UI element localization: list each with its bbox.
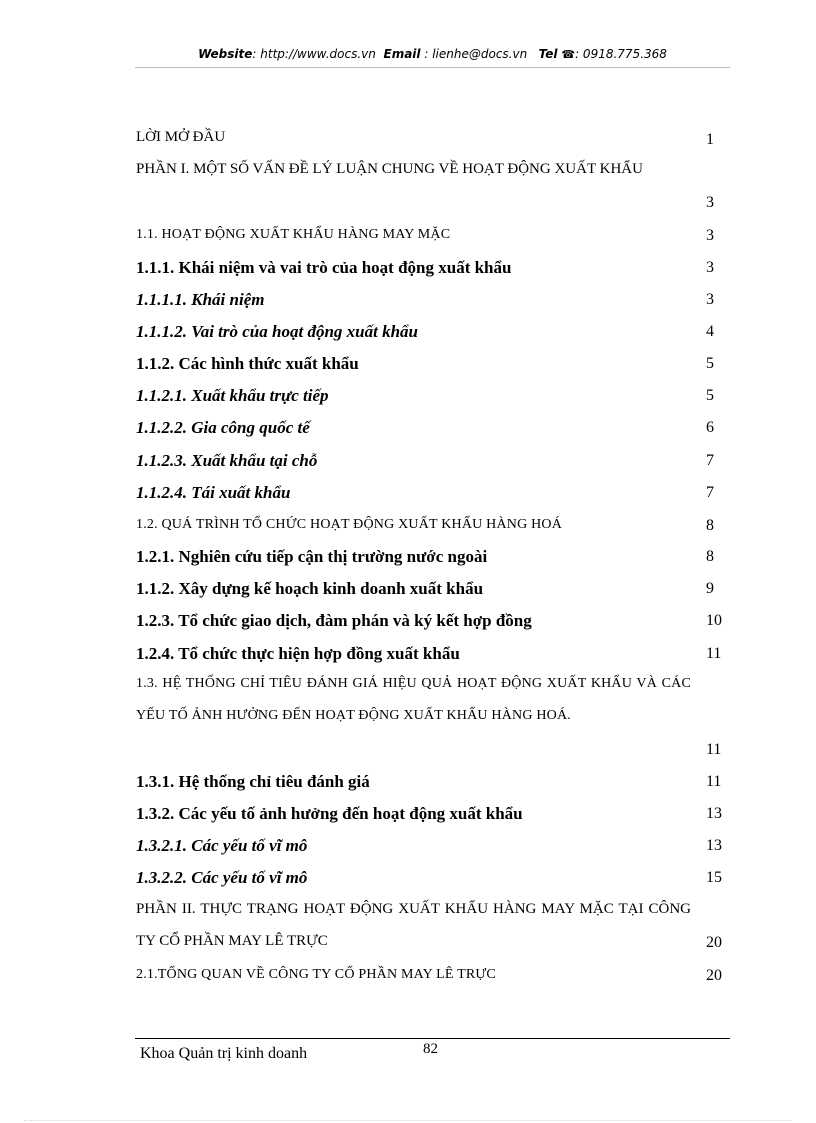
website-value: : http://www.docs.vn — [252, 47, 376, 61]
toc-page-1-3-1: 11 — [706, 773, 722, 790]
toc-entry-1-1-2-1: 1.1.2.1. Xuất khẩu trực tiếp — [136, 386, 329, 405]
toc-entry-1-3-2-1: 1.3.2.1. Các yếu tố vĩ mô — [136, 836, 308, 855]
toc-entry-1-1-2-4: 1.1.2.4. Tái xuất khẩu — [136, 483, 291, 502]
toc-entry-1-1-1-2: 1.1.1.2. Vai trò của hoạt động xuất khẩu — [136, 322, 418, 341]
toc-page-1-1-2-3: 7 — [706, 452, 714, 469]
toc-page-1-1-1-2: 4 — [706, 323, 714, 340]
toc-entry-1-1-1: 1.1.1. Khái niệm và vai trò của hoạt động xuất khẩu — [136, 258, 512, 277]
toc-page-1-2-2: 9 — [706, 580, 714, 597]
toc-page-1-1-1-1: 3 — [706, 291, 714, 308]
toc-entry-1-1-2-3: 1.1.2.3. Xuất khẩu tại chỗ — [136, 451, 318, 470]
toc-page-1-3-2: 13 — [706, 805, 722, 822]
toc-entry-1-1: 1.1. HOẠT ĐỘNG XUẤT KHẨU HÀNG MAY MẶC — [136, 227, 451, 242]
toc-entry-1-1-2: 1.1.2. Các hình thức xuất khẩu — [136, 354, 359, 373]
toc-entry-1-2-2: 1.1.2. Xây dựng kế hoạch kinh doanh xuất khẩu — [136, 579, 484, 598]
toc-entry-1-1-2-2: 1.1.2.2. Gia công quốc tế — [136, 418, 310, 437]
toc-entry-part2: PHẦN II. THỰC TRẠNG HOẠT ĐỘNG XUẤT KHẨU HÀNG MAY MẶC TẠI CÔNG TY CỔ PHẦN MAY LÊ TRỰC — [136, 901, 691, 949]
tel-label: Tel — [538, 47, 558, 61]
footer-department: Khoa Quản trị kinh doanh — [140, 1045, 308, 1062]
email-label: Email — [383, 47, 421, 61]
phone-icon: ☎ — [561, 48, 576, 61]
toc-entry-part1: PHẦN I. MỘT SỐ VẤN ĐỀ LÝ LUẬN CHUNG VỀ HOẠT ĐỘNG XUẤT KHẨU — [136, 161, 643, 177]
toc-page-1-2-1: 8 — [706, 548, 714, 565]
toc-page-1-1-2-1: 5 — [706, 387, 714, 404]
toc-page-intro: 1 — [706, 131, 714, 148]
page-header — [135, 47, 730, 61]
header-rule — [135, 67, 730, 68]
toc-entry-1-2-3: 1.2.3. Tổ chức giao dịch, đàm phán và ký kết hợp đồng — [136, 611, 532, 630]
toc-page-1-2-4: 11 — [706, 645, 722, 662]
toc-entry-1-1-1-1: 1.1.1.1. Khái niệm — [136, 290, 265, 309]
toc-page-1-1-2: 5 — [706, 355, 714, 372]
toc-page-1-3-2-2: 15 — [706, 869, 722, 886]
toc-page-part2: 20 — [706, 934, 722, 951]
toc-page-1-2: 8 — [706, 517, 714, 534]
tel-value: : 0918.775.368 — [575, 47, 667, 61]
toc-page-1-1-1: 3 — [706, 259, 714, 276]
toc-entry-1-3-2: 1.3.2. Các yếu tố ảnh hưởng đến hoạt động xuất khẩu — [136, 804, 523, 823]
toc-page-2-1: 20 — [706, 967, 722, 984]
toc-page-part1: 3 — [706, 194, 714, 211]
toc-entry-2-1: 2.1.TỔNG QUAN VỀ CÔNG TY CỔ PHẦN MAY LÊ TRỰC — [136, 967, 496, 982]
email-value: : lienhe@docs.vn — [424, 47, 528, 61]
toc-page-1-1: 3 — [706, 227, 714, 244]
toc-entry-1-2-4: 1.2.4. Tổ chức thực hiện hợp đồng xuất khẩu — [136, 644, 460, 663]
page-bottom-divider — [24, 1120, 792, 1121]
footer-page-number: 82 — [423, 1041, 438, 1057]
toc-entry-1-3: 1.3. HỆ THỐNG CHỈ TIÊU ĐÁNH GIÁ HIỆU QUẢ HOẠT ĐỘNG XUẤT KHẨU VÀ CÁC YẾU TỐ ẢNH HƯỞNG ĐẾN HOẠT ĐỘNG XUẤT KHẨU HÀNG HOÁ. — [136, 676, 691, 723]
toc-entry-1-3-1: 1.3.1. Hệ thống chỉ tiêu đánh giá — [136, 772, 370, 791]
footer-rule — [135, 1038, 730, 1039]
toc-page-1-1-2-2: 6 — [706, 419, 714, 436]
toc-page-1-2-3: 10 — [706, 612, 722, 629]
toc-page-1-1-2-4: 7 — [706, 484, 714, 501]
toc-entry-1-3-2-2: 1.3.2.2. Các yếu tố vĩ mô — [136, 868, 308, 887]
toc-page-1-3-2-1: 13 — [706, 837, 722, 854]
toc-page-1-3: 11 — [706, 741, 722, 758]
toc-entry-intro: LỜI MỞ ĐẦU — [136, 129, 226, 145]
website-label: Website — [198, 47, 253, 61]
toc-entry-1-2-1: 1.2.1. Nghiên cứu tiếp cận thị trường nước ngoài — [136, 547, 488, 566]
toc-entry-1-2: 1.2. QUÁ TRÌNH TỔ CHỨC HOẠT ĐỘNG XUẤT KHẨU HÀNG HOÁ — [136, 517, 563, 532]
